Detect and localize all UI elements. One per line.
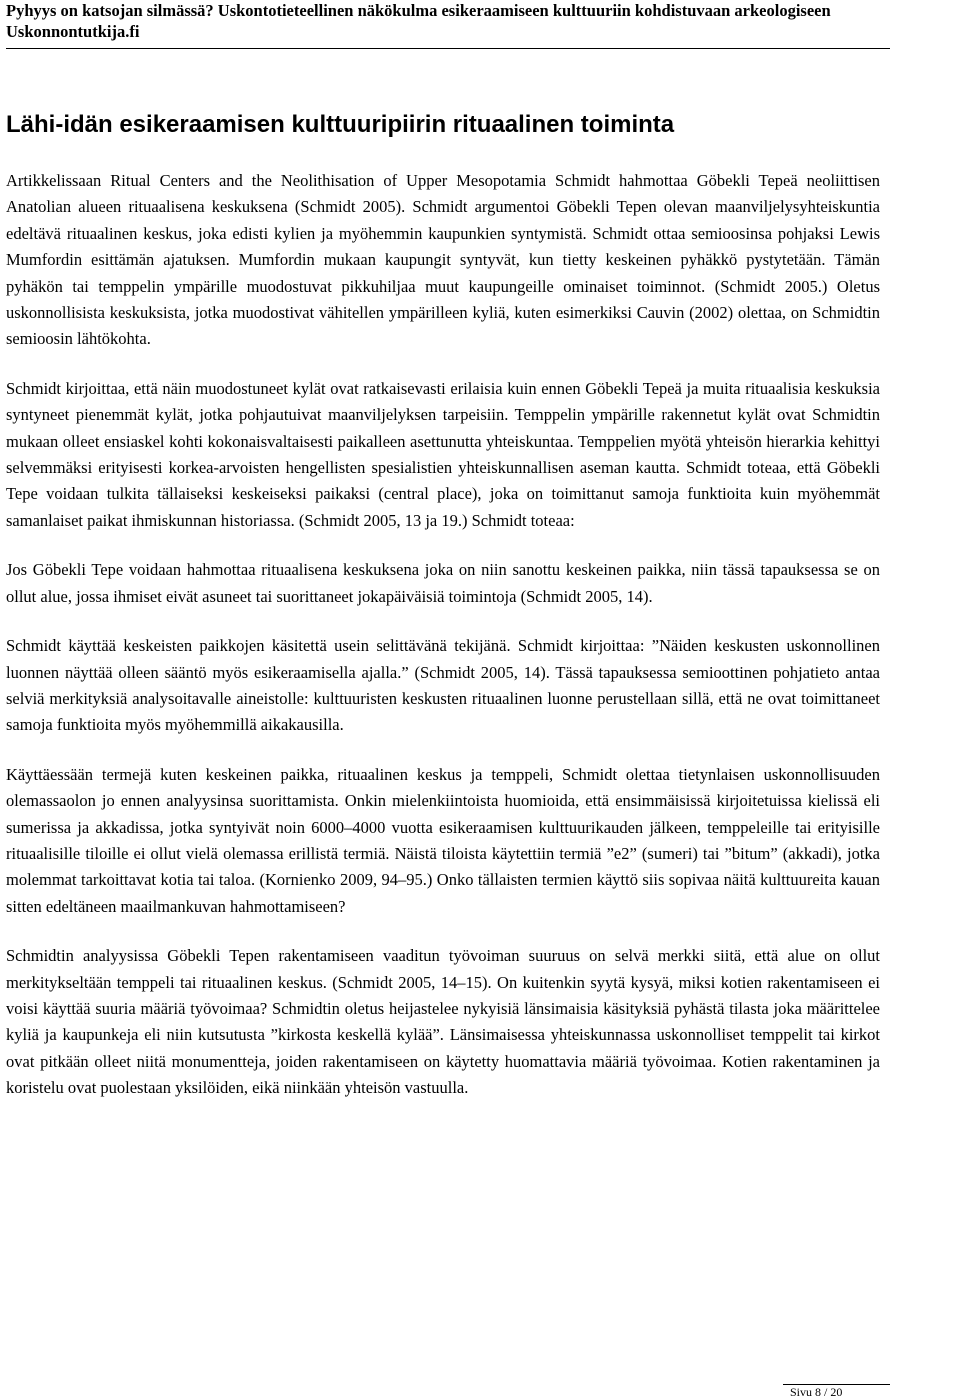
block-quote: Jos Göbekli Tepe voidaan hahmottaa rituaalisena keskuksena joka on niin sanottu keskeinen paikka, niin tässä tapauksessa se on ollut alue, jossa ihmiset eivät asuneet tai suorittaneet jokapäiväisiä toimintoja (Schmidt 2005, 14). [6,560,880,606]
site-name: Uskonnontutkija.fi [6,22,140,41]
paragraph: Schmidtin analyysissa Göbekli Tepen rakentamiseen vaaditun työvoiman suuruus on selvä merkki siitä, että alue on ollut merkitykseltään temppeli tai rituaalinen keskus. (Schmidt 2005, 14–15). On kuitenkin syytä kysyä, miksi kotien rakentamiseen ei voisi käyttää suuria määriä työvoimaa? Schmidtin oletus heijastelee nykyisiä länsimaisia käsityksiä pyhästä tilasta joka määrittelee kyliä ja kaupunkeja eli niin kutsutusta ”kirkosta keskellä kylää”. Länsimaisessa yhteiskunnassa uskonnolliset temppelit tai kirkot ovat pitkään olleet niitä monumentteja, joiden rakentamiseen on käytetty huomattavia määriä työvoimaa. Kotien rakentaminen ja koristelu ovat puolestaan yksilöiden, eikä niinkään yhteisön vastuulla. [6,946,880,1098]
body-text [6,168,880,1125]
document-header [6,0,890,43]
document-title: Pyhyys on katsojan silmässä? Uskontotieteellinen näkökulma esikeraamiseen kulttuuriin kohdistuvaan arkeologiseen [6,1,831,20]
paragraph: Käyttäessään termejä kuten keskeinen paikka, rituaalinen keskus ja temppeli, Schmidt olettaa tietynlaisen uskonnollisuuden olemassaolon jo ennen analyysinsa suorittamista. Onkin mielenkiintoista huomioida, että ensimmäisissä kirjoitetuissa kielissä eli sumerissa ja akkadissa, jotka syntyivät noin 6000–4000 vuotta esikeraamisen kulttuurikauden jälkeen, temppeleille tai erityisille rituaalisille tiloille ei ollut vielä olemassa erillistä termiä. Näistä tiloista käytettiin termiä ”e2” (sumeri) tai ”bitum” (akkadi), jotka molemmat tarkoittavat kotia tai taloa. (Kornienko 2009, 94–95.) Onko tällaisten termien käyttö siis sopivaa näitä kulttuureita kauan sitten edeltäneen maailmankuvan hahmottamiseen? [6,764,880,916]
paragraph: Artikkelissaan Ritual Centers and the Neolithisation of Upper Mesopotamia Schmidt hahmottaa Göbekli Tepeä neoliittisen Anatolian alueen rituaalisena keskuksena (Schmidt 2005). Schmidt argumentoi Göbekli Tepen olevan maanviljelysyhteiskuntia edeltävä rituaalinen keskus, joka edisti kylien ja myöhemmin kaupunkien syntymistä. Schmidt ottaa semioosinsa pohjaksi Lewis Mumfordin esittämän ajatuksen. Mumfordin mukaan kaupungit syntyvät, kun tietty keskeinen pyhäkkö pystytetään. Tämän pyhäkön tai temppelin ympärille muodostuvat pikkuhiljaa muut kaupungeille ominaiset toiminnot. (Schmidt 2005.) Oletus uskonnollisista keskuksista, jotka muodostivat vähitellen ympärilleen kyliä, kuten esimerkiksi Cauvin (2002) olettaa, on Schmidtin semioosin lähtökohta. [6,171,880,349]
paragraph: Schmidt kirjoittaa, että näin muodostuneet kylät ovat ratkaisevasti erilaisia kuin ennen Göbekli Tepeä ja muita rituaalisia keskuksia syntyneet pienemmät kylät, jotka pohjautuivat maanviljelyksen tarpeisiin. Temppelin ympärille rakennetut kylät ovat Schmidtin mukaan olleet ensiaskel kohti kokonaisvaltaisesti paikalleen asettunutta yhteiskuntaa. Temppelien myötä yhteisön hierarkia kehittyi selvemmäksi erityisesti korkea-arvoisten hengellisten spesialistien yhteiskunnallisen aseman kautta. Schmidt toteaa, että Göbekli Tepe voidaan tulkita tällaiseksi keskeiseksi paikaksi (central place), joka on toimittanut samoja funktioita kuin myöhemmät samanlaiset paikat ihmiskunnan historiassa. (Schmidt 2005, 13 ja 19.) Schmidt toteaa: [6,378,880,530]
section-heading: Lähi-idän esikeraamisen kulttuuripiirin rituaalinen toiminta [6,111,675,138]
header-divider [6,48,890,49]
paragraph: Schmidt käyttää keskeisten paikkojen käsitettä usein selittävänä tekijänä. Schmidt kirjoittaa: ”Näiden keskusten uskonnollinen luonnen näyttää olleen sääntö myös esikeraamisella ajalla.” (Schmidt 2005, 14). Tässä tapauksessa semioottinen pohjatieto antaa selviä merkityksiä analysoitavalle aineistolle: kulttuuristen keskusten rituaalinen luonne perustellaan sillä, että ne ovat toimittaneet samoja funktioita myös myöhemmillä aikakausilla. [6,636,880,735]
page-number: Sivu 8 / 20 [790,1385,843,1399]
